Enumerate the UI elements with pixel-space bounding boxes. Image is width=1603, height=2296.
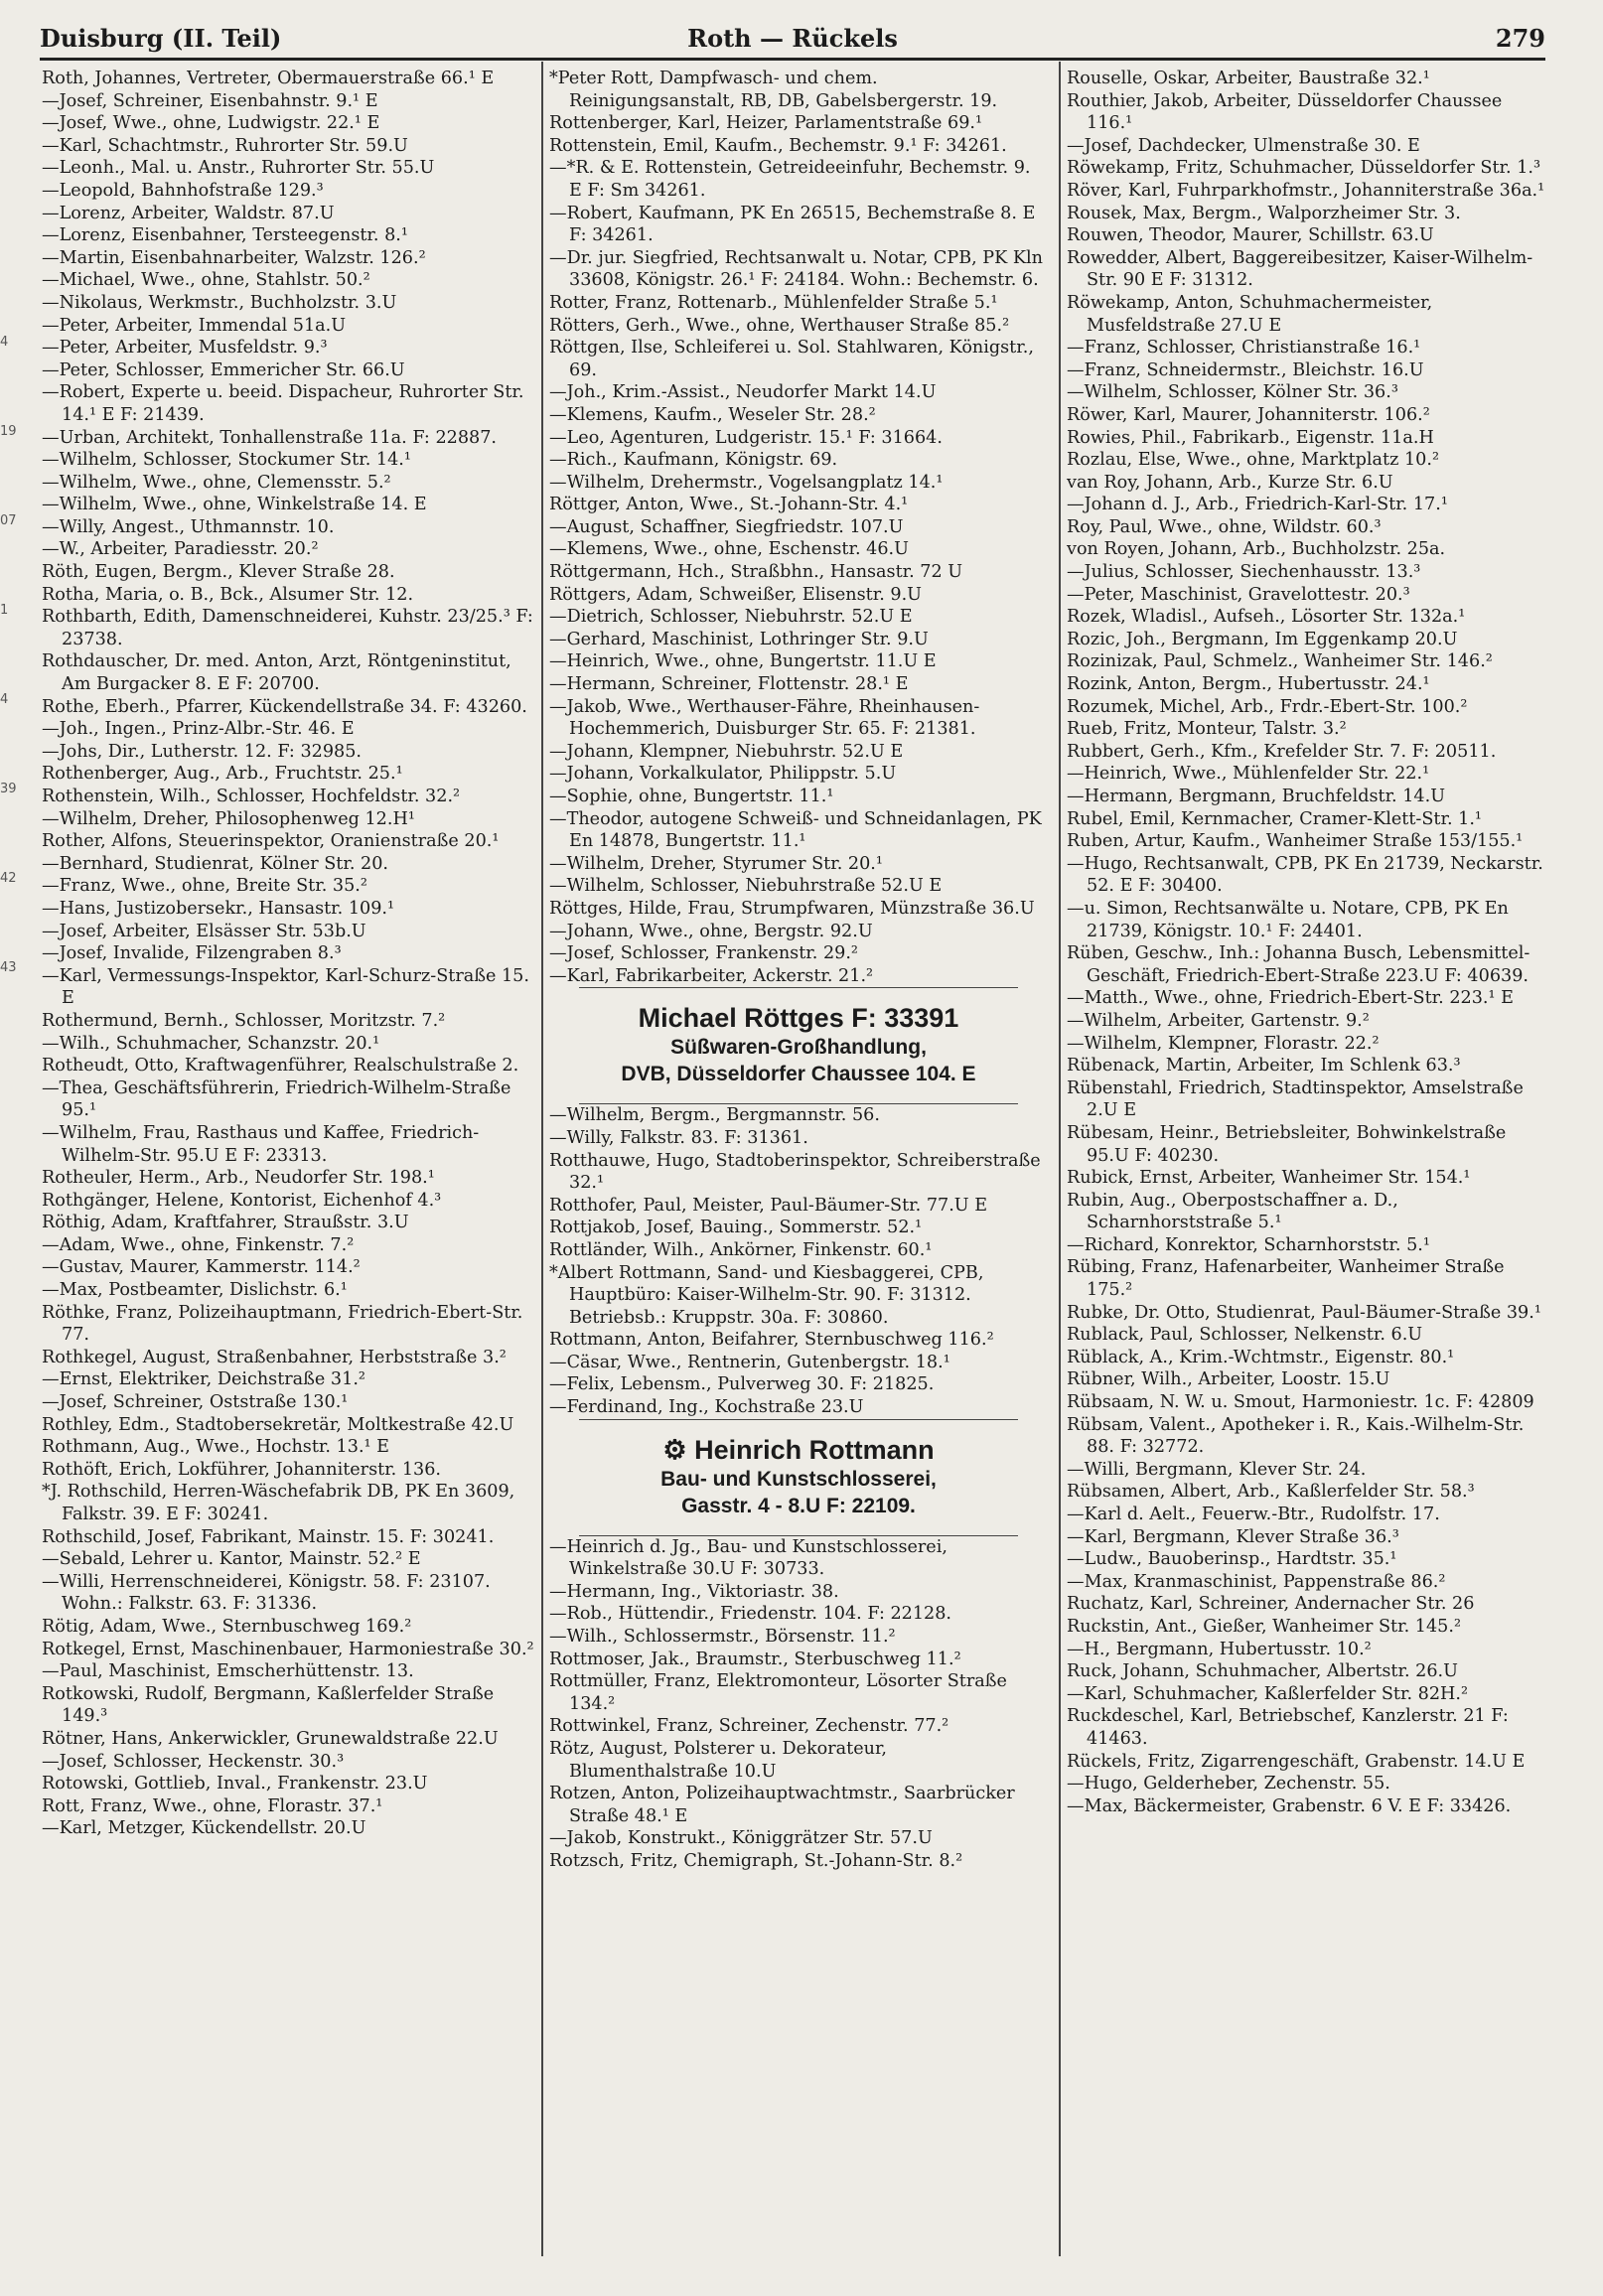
directory-entry: Rötz, August, Polsterer u. Dekorateur, Blumenthalstraße 10.U xyxy=(549,1739,888,1782)
directory-entry: Rothschild, Josef, Fabrikant, Mainstr. 15. F: 30241. xyxy=(42,1526,495,1547)
directory-entry: —Leo, Agenturen, Ludgeristr. 15.¹ F: 31664. xyxy=(549,427,943,448)
directory-entry: —Gustav, Maurer, Kammerstr. 114.² xyxy=(42,1257,361,1278)
directory-entry: —Franz, Schlosser, Christianstraße 16.¹ xyxy=(1067,338,1421,359)
directory-entry: —Dietrich, Schlosser, Niebuhrstr. 52.U E xyxy=(549,607,913,628)
directory-entry: —Wilhelm, Schlosser, Kölner Str. 36.³ xyxy=(1067,382,1398,403)
page-header xyxy=(40,20,1545,62)
directory-entry: —Robert, Experte u. beeid. Dispacheur, Ruhrorter Str. 14.¹ E F: 21439. xyxy=(42,382,524,425)
directory-entry: —W., Arbeiter, Paradiesstr. 20.² xyxy=(42,539,319,560)
gear-icon: ⚙ xyxy=(662,1434,687,1465)
directory-entry: —Hermann, Schreiner, Flottenstr. 28.¹ E xyxy=(549,674,909,695)
directory-entry: —Urban, Architekt, Tonhallenstraße 11a. F: 22887. xyxy=(42,427,498,448)
ad-title: Heinrich Rottmann xyxy=(694,1434,935,1465)
directory-entry: Ruckdeschel, Karl, Betriebschef, Kanzlerstr. 21 F: 41463. xyxy=(1067,1706,1509,1749)
directory-entry: Röwer, Karl, Maurer, Johanniterstr. 106.² xyxy=(1067,404,1430,425)
directory-entry: —Paul, Maschinist, Emscherhüttenstr. 13. xyxy=(42,1661,414,1682)
directory-entry: Rueb, Fritz, Monteur, Talstr. 3.² xyxy=(1067,719,1347,740)
directory-entry: Rotzen, Anton, Polizeihauptwachtmstr., Saarbrücker Straße 48.¹ E xyxy=(549,1784,1015,1826)
directory-entry: Rothley, Edm., Stadtobersekretär, Moltkestraße 42.U xyxy=(42,1414,514,1435)
directory-entry: —Ernst, Elektriker, Deichstraße 31.² xyxy=(42,1369,365,1390)
directory-entry: Rothbarth, Edith, Damenschneiderei, Kuhstr. 23/25.³ F: 23738. xyxy=(42,607,533,649)
directory-entry: Rübesam, Heinr., Betriebsleiter, Bohwinkelstraße 95.U F: 40230. xyxy=(1067,1122,1507,1166)
directory-entry: —Max, Kranmaschinist, Pappenstraße 86.² xyxy=(1067,1571,1446,1592)
directory-entry: —Karl, Bergmann, Klever Straße 36.³ xyxy=(1067,1526,1399,1547)
directory-entry: —Peter, Arbeiter, Musfeldstr. 9.³ xyxy=(42,338,328,359)
directory-entry: —Sebald, Lehrer u. Kantor, Mainstr. 52.² E xyxy=(42,1549,421,1570)
ad-line-2: DVB, Düsseldorfer Chaussee 104. E xyxy=(621,1063,976,1086)
directory-entry: Röwekamp, Fritz, Schuhmacher, Düsseldorfer Str. 1.³ xyxy=(1067,158,1541,179)
directory-entry: —Adam, Wwe., ohne, Finkenstr. 7.² xyxy=(42,1234,355,1255)
directory-entry: —Karl, Schuhmacher, Kaßlerfelder Str. 82H.² xyxy=(1067,1683,1469,1704)
directory-entry: —H., Bergmann, Hubertusstr. 10.² xyxy=(1067,1639,1372,1659)
directory-entry: Rübsamen, Albert, Arb., Kaßlerfelder Str. 58.³ xyxy=(1067,1482,1475,1503)
directory-entry: —Peter, Arbeiter, Immendal 51a.U xyxy=(42,315,347,336)
directory-entry: —Wilhelm, Arbeiter, Gartenstr. 9.² xyxy=(1067,1010,1370,1031)
directory-entry: —Lorenz, Eisenbahner, Tersteegenstr. 8.¹ xyxy=(42,225,408,246)
directory-entry: Rottmann, Anton, Beifahrer, Sternbuschweg 116.² xyxy=(549,1330,994,1351)
column-2-entries xyxy=(549,1104,1048,1418)
directory-entry: —Felix, Lebensm., Pulverweg 30. F: 21825. xyxy=(549,1374,935,1395)
directory-entry: —Peter, Schlosser, Emmericher Str. 66.U xyxy=(42,359,405,380)
directory-entry: —Wilhelm, Schlosser, Stockumer Str. 14.¹ xyxy=(42,450,411,471)
directory-entry: Rothe, Eberh., Pfarrer, Kückendellstraße 34. F: 43260. xyxy=(42,696,527,717)
directory-entry: Rotheudt, Otto, Kraftwagenführer, Realschulstraße 2. xyxy=(42,1056,519,1076)
directory-entry: —Richard, Konrektor, Scharnhorststr. 5.¹ xyxy=(1067,1234,1430,1255)
directory-entry: Rozic, Joh., Bergmann, Im Eggenkamp 20.U xyxy=(1067,629,1458,649)
directory-entry: Rouselle, Oskar, Arbeiter, Baustraße 32.¹ xyxy=(1067,69,1430,88)
directory-entry: —Martin, Eisenbahnarbeiter, Walzstr. 126.² xyxy=(42,247,426,268)
directory-entry: Rozink, Anton, Bergm., Hubertusstr. 24.¹ xyxy=(1067,674,1430,695)
directory-entry: Rotzsch, Fritz, Chemigraph, St.-Johann-Str. 8.² xyxy=(549,1850,963,1871)
directory-entry: Rottwinkel, Franz, Schreiner, Zechenstr. 77.² xyxy=(549,1716,949,1737)
ad-line-1: Süßwaren-Großhandlung, xyxy=(670,1036,927,1060)
column-divider xyxy=(1059,62,1061,2256)
directory-entry: —Heinrich d. Jg., Bau- und Kunstschlosserei, Winkelstraße 30.U F: 30733. xyxy=(549,1536,947,1580)
directory-entry: Rötig, Adam, Wwe., Sternbuschweg 169.² xyxy=(42,1616,412,1637)
directory-entry: —u. Simon, Rechtsanwälte u. Notare, CPB, PK En 21739, Königstr. 10.¹ F: 24401. xyxy=(1067,898,1509,941)
directory-entry: Rottmüller, Franz, Elektromonteur, Lösorter Straße 134.² xyxy=(549,1671,1007,1714)
edge-mark: 07 xyxy=(0,513,17,528)
column-2-entries xyxy=(549,68,1048,987)
directory-entry: Rottländer, Wilh., Ankörner, Finkenstr. 60.¹ xyxy=(549,1239,933,1260)
margin-edge-marks xyxy=(0,298,17,1013)
directory-entry: Rothgänger, Helene, Kontorist, Eichenhof 4.³ xyxy=(42,1190,442,1211)
edge-mark: 43 xyxy=(0,960,17,975)
directory-entry: Ruchatz, Karl, Schreiner, Andernacher Str. 26 xyxy=(1067,1594,1475,1615)
directory-entry: —Dr. jur. Siegfried, Rechtsanwalt u. Notar, CPB, PK Kln 33608, Königstr. 26.¹ F: 24184. Wohn.: Bechemstr. 6. xyxy=(549,247,1043,291)
directory-entry: Rott, Franz, Wwe., ohne, Florastr. 37.¹ xyxy=(42,1795,383,1816)
directory-entry: —Willy, Angest., Uthmannstr. 10. xyxy=(42,516,335,537)
directory-entry: Röttgen, Ilse, Schleiferei u. Sol. Stahlwaren, Königstr., 69. xyxy=(549,338,1034,380)
directory-entry: —Josef, Schlosser, Heckenstr. 30.³ xyxy=(42,1751,345,1772)
edge-mark: 42 xyxy=(0,871,17,886)
directory-entry: Rowedder, Albert, Baggereibesitzer, Kaiser-Wilhelm-Str. 90 E F: 31312. xyxy=(1067,247,1533,291)
ad-title: Michael Röttges xyxy=(638,1003,844,1034)
directory-entry: Röttger, Anton, Wwe., St.-Johann-Str. 4.¹ xyxy=(549,495,909,515)
directory-entry: Rottjakob, Josef, Bauing., Sommerstr. 52.¹ xyxy=(549,1218,923,1238)
directory-entry: Rozumek, Michel, Arb., Frdr.-Ebert-Str. 100.² xyxy=(1067,696,1468,717)
directory-entry: —Sophie, ohne, Bungertstr. 11.¹ xyxy=(549,787,834,806)
header-rule xyxy=(40,58,1545,61)
directory-entry: Rothöft, Erich, Lokführer, Johanniterstr. 136. xyxy=(42,1459,442,1480)
directory-entry: —Karl, Schachtmstr., Ruhrorter Str. 59.U xyxy=(42,135,408,156)
directory-entry: Rublack, Paul, Schlosser, Nelkenstr. 6.U xyxy=(1067,1325,1423,1346)
directory-entry: Rötner, Hans, Ankerwickler, Grunewaldstraße 22.U xyxy=(42,1728,499,1749)
directory-entry: Rothkegel, August, Straßenbahner, Herbststraße 3.² xyxy=(42,1347,507,1367)
page-number: 279 xyxy=(1495,24,1545,53)
directory-entry: Rubick, Ernst, Arbeiter, Wanheimer Str. 154.¹ xyxy=(1067,1168,1471,1189)
directory-entry: Roth, Johannes, Vertreter, Obermauerstraße 66.¹ E xyxy=(42,69,495,88)
directory-entry: Roy, Paul, Wwe., ohne, Wildstr. 60.³ xyxy=(1067,516,1382,537)
edge-mark: 4 xyxy=(0,335,9,350)
directory-entry: Rotter, Franz, Rottenarb., Mühlenfelder Straße 5.¹ xyxy=(549,292,998,313)
directory-entry: —Karl d. Aelt., Feuerw.-Btr., Rudolfstr. 17. xyxy=(1067,1505,1440,1524)
directory-entry: Rübsam, Valent., Apotheker i. R., Kais.-Wilhelm-Str. 88. F: 32772. xyxy=(1067,1414,1525,1458)
directory-entry: —Joh., Ingen., Prinz-Albr.-Str. 46. E xyxy=(42,719,355,740)
directory-entry: —Julius, Schlosser, Siechenhausstr. 13.³ xyxy=(1067,562,1421,583)
directory-entry: Rozinizak, Paul, Schmelz., Wanheimer Str. 146.² xyxy=(1067,651,1493,672)
directory-entry: Rotha, Maria, o. B., Bck., Alsumer Str. 12. xyxy=(42,584,414,605)
ad-divider xyxy=(579,987,1018,988)
directory-entry: Rüben, Geschw., Inh.: Johanna Busch, Lebensmittel-Geschäft, Friedrich-Ebert-Straße 223.U F: 40639. xyxy=(1067,943,1530,986)
directory-entry: van Roy, Johann, Arb., Kurze Str. 6.U xyxy=(1067,472,1393,493)
directory-entry: —Ferdinand, Ing., Kochstraße 23.U xyxy=(549,1397,864,1418)
directory-entry: Rückels, Fritz, Zigarrengeschäft, Grabenstr. 14.U E xyxy=(1067,1751,1526,1772)
directory-entry: —Matth., Wwe., ohne, Friedrich-Ebert-Str. 223.¹ E xyxy=(1067,988,1515,1009)
directory-entry: Rübsaam, N. W. u. Smout, Harmoniestr. 1c. F: 42809 xyxy=(1067,1392,1534,1413)
directory-entry: —Bernhard, Studienrat, Kölner Str. 20. xyxy=(42,853,388,874)
directory-entry: Rötters, Gerh., Wwe., ohne, Werthauser Straße 85.² xyxy=(549,315,1010,336)
column-1 xyxy=(42,68,540,1840)
directory-entry: Rother, Alfons, Steuerinspektor, Oranienstraße 20.¹ xyxy=(42,831,500,852)
directory-entry: —Lorenz, Arbeiter, Waldstr. 87.U xyxy=(42,203,335,223)
directory-entry: —Max, Postbeamter, Dislichstr. 6.¹ xyxy=(42,1280,348,1301)
directory-entry: —Hermann, Bergmann, Bruchfeldstr. 14.U xyxy=(1067,787,1446,806)
directory-entry: Röver, Karl, Fuhrparkhofmstr., Johanniterstraße 36a.¹ xyxy=(1067,180,1545,201)
directory-entry: —Johann d. J., Arb., Friedrich-Karl-Str. 17.¹ xyxy=(1067,495,1448,515)
directory-entry: —Wilhelm, Bergm., Bergmannstr. 56. xyxy=(549,1105,880,1126)
directory-entry: —Johs, Dir., Lutherstr. 12. F: 32985. xyxy=(42,741,363,762)
directory-entry: Röttges, Hilde, Frau, Strumpfwaren, Münzstraße 36.U xyxy=(549,898,1035,919)
directory-entry: Ruckstin, Ant., Gießer, Wanheimer Str. 145.² xyxy=(1067,1616,1461,1637)
directory-entry: Rotowski, Gottlieb, Inval., Frankenstr. 23.U xyxy=(42,1774,428,1794)
advertisement-michael-roettges xyxy=(549,1002,1048,1087)
directory-entry: Rotthauwe, Hugo, Stadtoberinspektor, Schreiberstraße 32.¹ xyxy=(549,1150,1041,1194)
directory-entry: —Hermann, Ing., Viktoriastr. 38. xyxy=(549,1581,839,1602)
directory-entry: Rübenstahl, Friedrich, Stadtinspektor, Amselstraße 2.U E xyxy=(1067,1077,1524,1121)
directory-entry: —Johann, Vorkalkulator, Philippstr. 5.U xyxy=(549,764,897,785)
ad-divider xyxy=(579,1419,1018,1420)
directory-entry: Rubin, Aug., Oberpostschaffner a. D., Scharnhorststraße 5.¹ xyxy=(1067,1190,1398,1233)
directory-entry: —Josef, Schlosser, Frankenstr. 29.² xyxy=(549,943,858,964)
directory-entry: Röttgers, Adam, Schweißer, Elisenstr. 9.U xyxy=(549,584,923,605)
directory-entry: —Josef, Wwe., ohne, Ludwigstr. 22.¹ E xyxy=(42,113,380,134)
directory-entry: —Josef, Schreiner, Oststraße 130.¹ xyxy=(42,1392,349,1413)
directory-entry: —Wilhelm, Schlosser, Niebuhrstraße 52.U E xyxy=(549,876,943,897)
directory-entry: —Heinrich, Wwe., ohne, Bungertstr. 11.U E xyxy=(549,651,937,672)
directory-entry: —Wilhelm, Frau, Rasthaus und Kaffee, Friedrich-Wilhelm-Str. 95.U E F: 23313. xyxy=(42,1122,480,1166)
directory-entry: Ruck, Johann, Schuhmacher, Albertstr. 26.U xyxy=(1067,1661,1458,1682)
directory-entry: —*R. & E. Rottenstein, Getreideeinfuhr, Bechemstr. 9. E F: Sm 34261. xyxy=(549,158,1031,201)
directory-entry: Rothenberger, Aug., Arb., Fruchtstr. 25.¹ xyxy=(42,764,403,785)
directory-entry: Röwekamp, Anton, Schuhmachermeister, Musfeldstraße 27.U E xyxy=(1067,292,1433,336)
directory-entry: —Wilhelm, Dreher, Philosophenweg 12.H¹ xyxy=(42,808,415,829)
directory-entry: Rübing, Franz, Hafenarbeiter, Wanheimer Straße 175.² xyxy=(1067,1257,1505,1301)
ad-line-1: Bau- und Kunstschlosserei, xyxy=(660,1467,937,1491)
edge-mark: 1 xyxy=(0,603,9,618)
directory-entry: —Karl, Vermessungs-Inspektor, Karl-Schurz-Straße 15. E xyxy=(42,965,529,1009)
directory-entry: Rubke, Dr. Otto, Studienrat, Paul-Bäumer-Straße 39.¹ xyxy=(1067,1302,1541,1323)
directory-entry: Rottenstein, Emil, Kaufm., Bechemstr. 9.¹ F: 34261. xyxy=(549,135,1007,156)
directory-entry: —Joh., Krim.-Assist., Neudorfer Markt 14.U xyxy=(549,382,937,403)
directory-entry: —Johann, Klempner, Niebuhrstr. 52.U E xyxy=(549,741,904,762)
directory-entry: Rubbert, Gerh., Kfm., Krefelder Str. 7. F: 20511. xyxy=(1067,741,1497,762)
directory-entry: Rottenberger, Karl, Heizer, Parlamentstraße 69.¹ xyxy=(549,113,983,134)
directory-entry: Routhier, Jakob, Arbeiter, Düsseldorfer Chaussee 116.¹ xyxy=(1067,90,1503,134)
directory-entry: Rübenack, Martin, Arbeiter, Im Schlenk 63.³ xyxy=(1067,1056,1461,1076)
directory-entry: —Josef, Invalide, Filzengraben 8.³ xyxy=(42,943,342,964)
directory-entry: *Peter Rott, Dampfwasch- und chem. Reinigungsanstalt, RB, DB, Gabelsbergerstr. 19. xyxy=(549,69,998,111)
directory-entry: —August, Schaffner, Siegfriedstr. 107.U xyxy=(549,516,904,537)
directory-entry: —Karl, Metzger, Kückendellstr. 20.U xyxy=(42,1818,366,1839)
directory-entry: Röttgermann, Hch., Straßbhn., Hansastr. 72 U xyxy=(549,562,963,583)
column-2 xyxy=(549,68,1048,1873)
directory-entry: Ruben, Artur, Kaufm., Wanheimer Straße 153/155.¹ xyxy=(1067,831,1524,852)
column-divider xyxy=(541,62,543,2256)
directory-entry: —Wilh., Schuhmacher, Schanzstr. 20.¹ xyxy=(42,1033,380,1054)
directory-entry: Rottmoser, Jak., Braumstr., Sterbuschweg 11.² xyxy=(549,1649,961,1669)
directory-entry: —Klemens, Wwe., ohne, Eschenstr. 46.U xyxy=(549,539,909,560)
directory-entry: —Wilhelm, Klempner, Florastr. 22.² xyxy=(1067,1033,1380,1054)
directory-entry: —Cäsar, Wwe., Rentnerin, Gutenbergstr. 18.¹ xyxy=(549,1352,950,1372)
column-2-entries xyxy=(549,1536,1048,1873)
directory-entry: —Gerhard, Maschinist, Lothringer Str. 9.U xyxy=(549,629,929,649)
directory-entry: —Franz, Schneidermstr., Bleichstr. 16.U xyxy=(1067,359,1424,380)
directory-entry: Rubel, Emil, Kernmacher, Cramer-Klett-Str. 1.¹ xyxy=(1067,808,1482,829)
header-range: Roth — Rückels xyxy=(687,24,898,53)
directory-entry: —Leopold, Bahnhofstraße 129.³ xyxy=(42,180,324,201)
directory-entry: —Thea, Geschäftsführerin, Friedrich-Wilhelm-Straße 95.¹ xyxy=(42,1077,511,1121)
directory-entry: Röthig, Adam, Kraftfahrer, Straußstr. 3.U xyxy=(42,1213,409,1233)
directory-entry: Rotheuler, Herm., Arb., Neudorfer Str. 198.¹ xyxy=(42,1168,435,1189)
directory-entry: von Royen, Johann, Arb., Buchholzstr. 25a. xyxy=(1067,539,1446,560)
advertisement-heinrich-rottmann xyxy=(549,1434,1048,1519)
directory-entry: —Karl, Fabrikarbeiter, Ackerstr. 21.² xyxy=(549,965,874,986)
edge-mark: 19 xyxy=(0,424,17,439)
directory-entry: —Michael, Wwe., ohne, Stahlstr. 50.² xyxy=(42,270,370,291)
ad-phone: F: 33391 xyxy=(851,1003,959,1034)
directory-entry: —Willi, Herrenschneiderei, Königstr. 58. F: 23107. Wohn.: Falkstr. 63. F: 31336. xyxy=(42,1571,491,1615)
directory-entry: —Wilhelm, Wwe., ohne, Winkelstraße 14. E xyxy=(42,495,427,515)
directory-entry: —Josef, Dachdecker, Ulmenstraße 30. E xyxy=(1067,135,1420,156)
directory-entry: —Klemens, Kaufm., Weseler Str. 28.² xyxy=(549,404,876,425)
directory-entry: Rouwen, Theodor, Maurer, Schillstr. 63.U xyxy=(1067,225,1434,246)
directory-entry: *J. Rothschild, Herren-Wäschefabrik DB, PK En 3609, Falkstr. 39. E F: 30241. xyxy=(42,1482,515,1524)
directory-entry: —Wilhelm, Dreher, Styrumer Str. 20.¹ xyxy=(549,853,883,874)
directory-entry: Rüblack, A., Krim.-Wchtmstr., Eigenstr. 80.¹ xyxy=(1067,1347,1455,1367)
directory-entry: —Theodor, autogene Schweiß- und Schneidanlagen, PK En 14878, Bungertstr. 11.¹ xyxy=(549,808,1042,852)
directory-entry: —Willy, Falkstr. 83. F: 31361. xyxy=(549,1127,808,1148)
directory-entry: Rübner, Wilh., Arbeiter, Loostr. 15.U xyxy=(1067,1369,1390,1390)
directory-entry: —Jakob, Konstrukt., Königgrätzer Str. 57.U xyxy=(549,1828,933,1849)
directory-entry: Röthke, Franz, Polizeihauptmann, Friedrich-Ebert-Str. 77. xyxy=(42,1302,523,1346)
directory-entry: Rozlau, Else, Wwe., ohne, Marktplatz 10.² xyxy=(1067,450,1440,471)
directory-entry: —Ludw., Bauoberinsp., Hardtstr. 35.¹ xyxy=(1067,1549,1397,1570)
directory-entry: —Josef, Schreiner, Eisenbahnstr. 9.¹ E xyxy=(42,90,378,111)
directory-entry: —Franz, Wwe., ohne, Breite Str. 35.² xyxy=(42,876,367,897)
directory-entry: Rotkegel, Ernst, Maschinenbauer, Harmoniestraße 30.² xyxy=(42,1639,534,1659)
edge-mark: 4 xyxy=(0,692,9,707)
directory-entry: —Hugo, Gelderheber, Zechenstr. 55. xyxy=(1067,1774,1390,1794)
directory-entry: —Josef, Arbeiter, Elsässer Str. 53b.U xyxy=(42,921,366,941)
directory-entry: Rothenstein, Wilh., Schlosser, Hochfeldstr. 32.² xyxy=(42,787,461,806)
directory-entry: Rotkowski, Rudolf, Bergmann, Kaßlerfelder Straße 149.³ xyxy=(42,1683,495,1727)
directory-entry: —Jakob, Wwe., Werthauser-Fähre, Rheinhausen-Hochemmerich, Duisburger Str. 65. F: 21381. xyxy=(549,696,980,740)
directory-entry: Röth, Eugen, Bergm., Klever Straße 28. xyxy=(42,562,395,583)
directory-entry: Rothermund, Bernh., Schlosser, Moritzstr. 7.² xyxy=(42,1010,446,1031)
directory-entry: —Max, Bäckermeister, Grabenstr. 6 V. E F: 33426. xyxy=(1067,1795,1512,1816)
directory-entry: Rousek, Max, Bergm., Walporzheimer Str. 3. xyxy=(1067,203,1461,223)
ad-line-2: Gasstr. 4 - 8.U F: 22109. xyxy=(681,1494,916,1517)
directory-entry: Rothmann, Aug., Wwe., Hochstr. 13.¹ E xyxy=(42,1437,390,1458)
directory-entry: —Johann, Wwe., ohne, Bergstr. 92.U xyxy=(549,921,873,941)
directory-entry: —Robert, Kaufmann, PK En 26515, Bechemstraße 8. E F: 34261. xyxy=(549,203,1036,246)
directory-entry: —Wilhelm, Wwe., ohne, Clemensstr. 5.² xyxy=(42,472,391,493)
directory-entry: Rozek, Wladisl., Aufseh., Lösorter Str. 132a.¹ xyxy=(1067,607,1466,628)
directory-entry: —Wilh., Schlossermstr., Börsenstr. 11.² xyxy=(549,1627,896,1648)
directory-entry: —Hugo, Rechtsanwalt, CPB, PK En 21739, Neckarstr. 52. E F: 30400. xyxy=(1067,853,1543,897)
directory-entry: —Rich., Kaufmann, Königstr. 69. xyxy=(549,450,838,471)
directory-entry: —Willi, Bergmann, Klever Str. 24. xyxy=(1067,1459,1367,1480)
directory-entry: —Wilhelm, Drehermstr., Vogelsangplatz 14.¹ xyxy=(549,472,944,493)
directory-entry: —Heinrich, Wwe., Mühlenfelder Str. 22.¹ xyxy=(1067,764,1430,785)
directory-entry: Rowies, Phil., Fabrikarb., Eigenstr. 11a.H xyxy=(1067,427,1434,448)
header-city: Duisburg (II. Teil) xyxy=(40,24,282,53)
directory-entry: Rothdauscher, Dr. med. Anton, Arzt, Röntgeninstitut, Am Burgacker 8. E F: 20700. xyxy=(42,651,511,695)
directory-entry: —Nikolaus, Werkmstr., Buchholzstr. 3.U xyxy=(42,292,397,313)
directory-entry: Rotthofer, Paul, Meister, Paul-Bäumer-Str. 77.U E xyxy=(549,1195,988,1216)
directory-entry: *Albert Rottmann, Sand- und Kiesbaggerei, CPB, Hauptbüro: Kaiser-Wilhelm-Str. 90. F: 31312. Betriebsb.: Kruppstr. 30a. F: 30860. xyxy=(549,1262,984,1328)
directory-entry: —Leonh., Mal. u. Anstr., Ruhrorter Str. 55.U xyxy=(42,158,435,179)
directory-entry: —Peter, Maschinist, Gravelottestr. 20.³ xyxy=(1067,584,1410,605)
edge-mark: 39 xyxy=(0,782,17,796)
directory-entry: —Rob., Hüttendir., Friedenstr. 104. F: 22128. xyxy=(549,1604,952,1625)
directory-entry: —Hans, Justizobersekr., Hansastr. 109.¹ xyxy=(42,898,395,919)
column-3 xyxy=(1067,68,1553,1817)
